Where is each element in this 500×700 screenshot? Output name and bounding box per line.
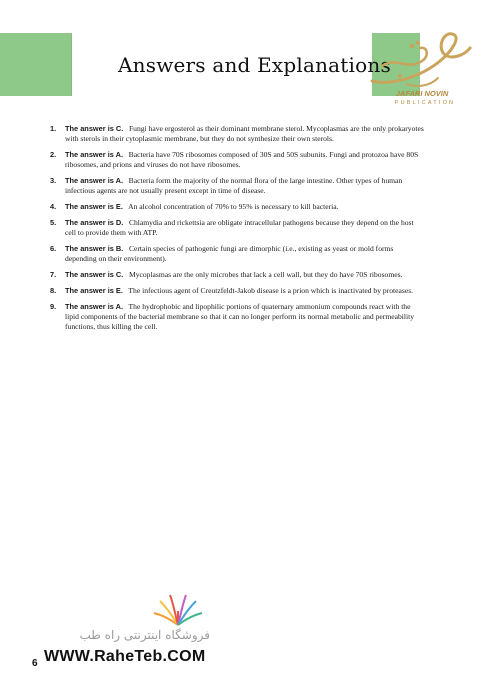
list-item (50, 270, 425, 280)
item-number: 1. (50, 124, 57, 133)
open-book-icon (148, 593, 208, 627)
item-number: 3. (50, 176, 57, 185)
list-item (50, 150, 425, 170)
answer-lead: The answer is E. (65, 202, 127, 211)
item-number: 5. (50, 218, 57, 227)
list-item (50, 286, 425, 296)
answer-text: Chlamydia and rickettsia are obligate intracellular pathogens because they depend on the host cell to provide them with ATP. (65, 218, 414, 237)
page-number: 6 (32, 658, 38, 669)
item-number: 9. (50, 302, 57, 311)
answer-lead: The answer is C. (65, 124, 128, 133)
publisher-logo (352, 26, 482, 121)
answer-lead: The answer is A. (65, 150, 127, 159)
list-item (50, 202, 425, 212)
page-title: Answers and Explanations (118, 53, 391, 77)
list-item (50, 244, 425, 264)
answer-lead: The answer is B. (65, 244, 128, 253)
list-item (50, 302, 425, 332)
answer-text: Certain species of pathogenic fungi are dimorphic (i.e., existing as yeast or mold forms depending on their environment). (65, 244, 394, 263)
website-url[interactable]: WWW.RaheTeb.COM (44, 648, 206, 665)
answer-text: Bacteria form the majority of the normal flora of the large intestine. Other types of human infectious agents are not usually present except in time of disease. (65, 176, 403, 195)
answer-text: Fungi have ergosterol as their dominant membrane sterol. Mycoplasmas are the only prokaryotes with sterols in their cytoplasmic membrane, but they do not synthesize their own sterols. (65, 124, 424, 143)
answer-lead: The answer is A. (65, 176, 127, 185)
answer-lead: The answer is E. (65, 286, 127, 295)
item-number: 8. (50, 286, 57, 295)
item-number: 6. (50, 244, 57, 253)
answer-text: The hydrophobic and lipophilic portions of quaternary ammonium compounds react with the lipid components of the bacterial membrane so that it can no longer perform its normal metabolic and permeability functions, thus killing the cell. (65, 302, 414, 331)
answer-text: The infectious agent of Creutzfeldt-Jakob disease is a prion which is inactivated by proteases. (128, 286, 414, 295)
answer-text: Mycoplasmas are the only microbes that lack a cell wall, but they do have 70S ribosomes. (128, 270, 403, 279)
answer-lead: The answer is D. (65, 218, 128, 227)
logo-name: JAFARI NOVIN (395, 89, 449, 98)
calligraphy-logo-icon (352, 26, 482, 96)
book-logo (148, 593, 208, 627)
logo-subtitle: PUBLICATION (394, 100, 456, 106)
answer-text: Bacteria have 70S ribosomes composed of 30S and 50S subunits. Fungi and protozoa have 80S ribosomes, and prions and viruses do not have ribosomes. (65, 150, 419, 169)
answer-lead: The answer is A. (65, 302, 127, 311)
list-item (50, 124, 425, 144)
answer-text: An alcohol concentration of 70% to 95% is necessary to kill bacteria. (128, 202, 339, 211)
store-name: فروشگاه اینترنتی راه طب (79, 628, 210, 642)
list-item (50, 218, 425, 238)
list-item (50, 176, 425, 196)
answers-list (50, 124, 425, 338)
item-number: 2. (50, 150, 57, 159)
answer-lead: The answer is C. (65, 270, 128, 279)
item-number: 7. (50, 270, 57, 279)
item-number: 4. (50, 202, 57, 211)
